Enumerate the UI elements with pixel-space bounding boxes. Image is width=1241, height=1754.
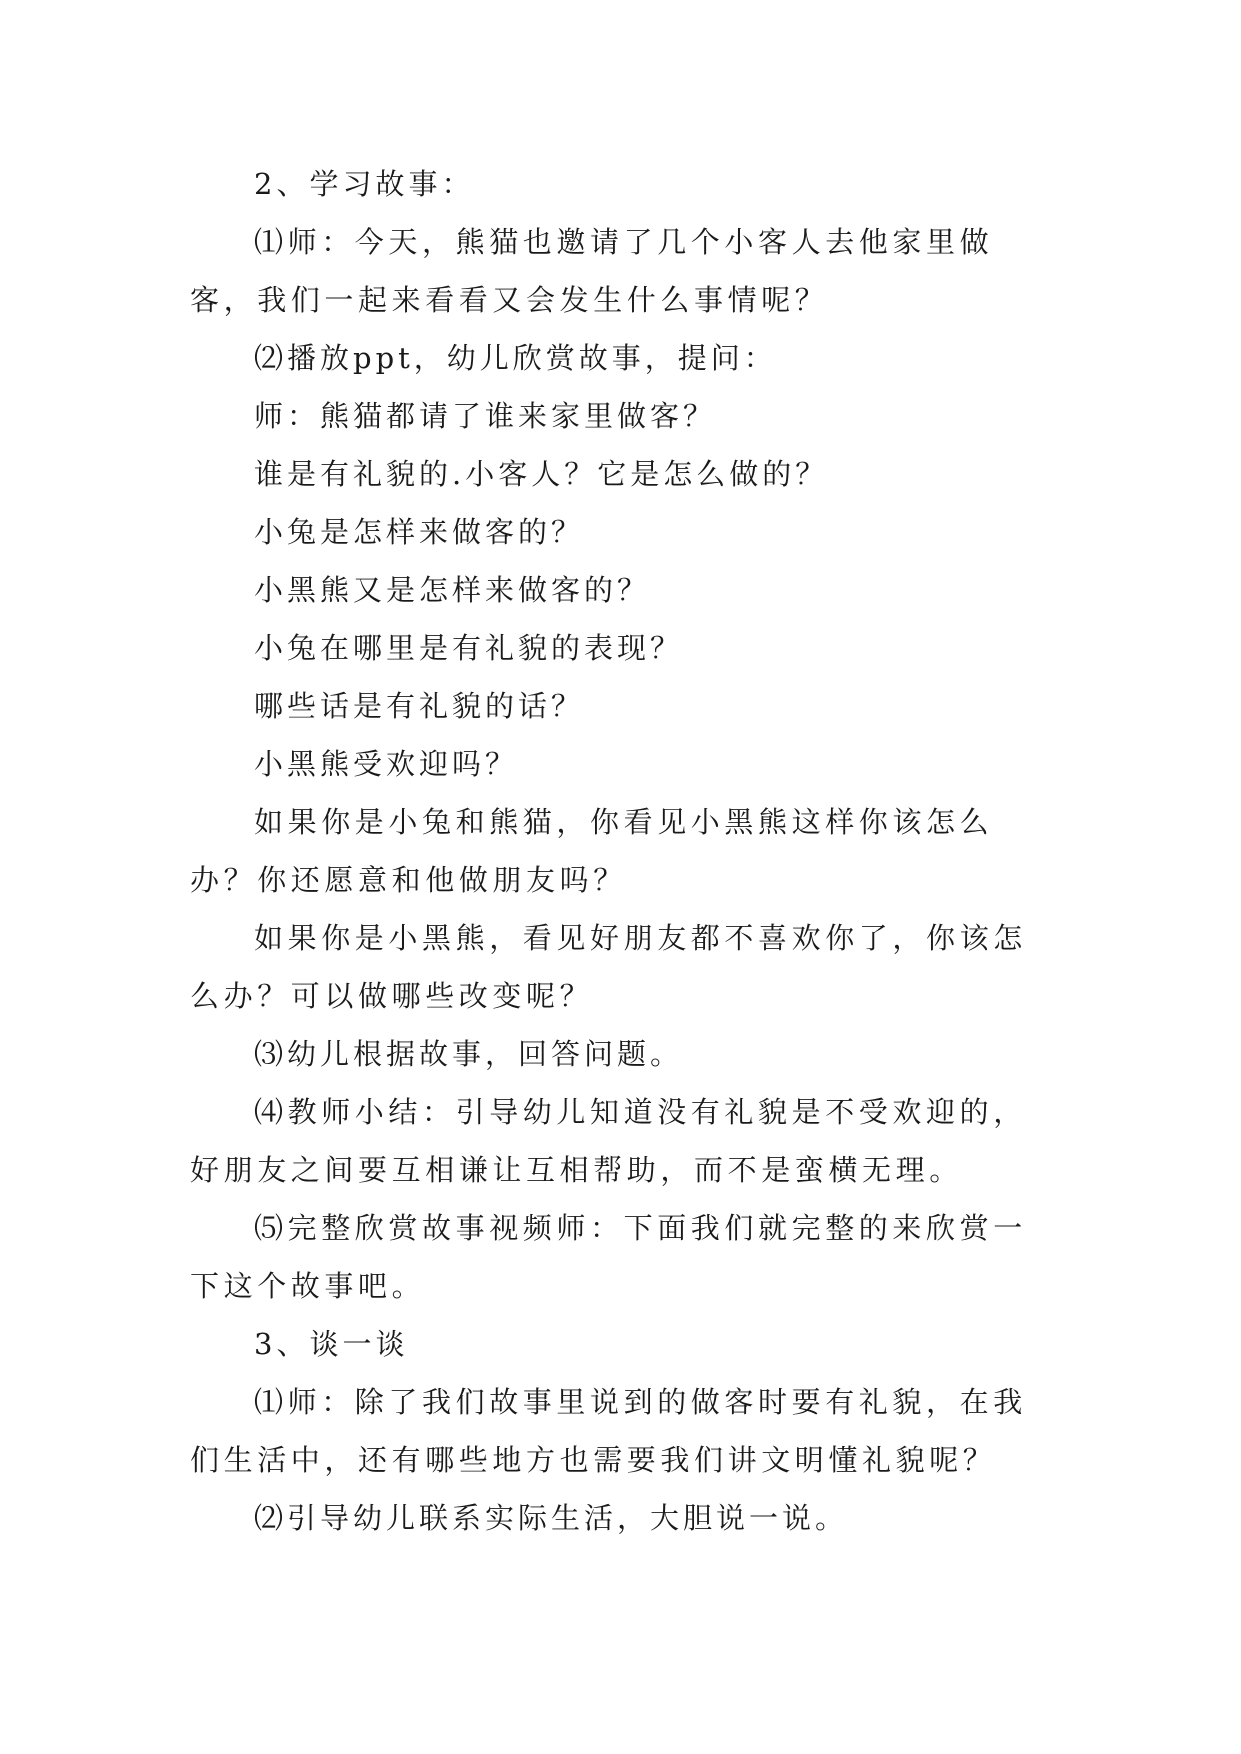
paragraph-section-3-heading: 3、谈一谈 [254, 1327, 409, 1361]
paragraph-item-4: ⑷教师小结：引导幼儿知道没有礼貌是不受欢迎的，好朋友之间要互相谦让互相帮助，而不是蛮横无理。 [190, 1095, 1027, 1187]
paragraph-item-2: ⑵播放ppt，幼儿欣赏故事，提问： [254, 341, 777, 375]
paragraph-question: 如果你是小黑熊，看见好朋友都不喜欢你了，你该怎么办？可以做哪些改变呢？ [190, 921, 1027, 1013]
paragraph-item-1: ⑴师：今天，熊猫也邀请了几个小客人去他家里做客，我们一起来看看又会发生什么事情呢？ [190, 225, 994, 317]
paragraph-question: 谁是有礼貌的.小客人？它是怎么做的？ [254, 457, 829, 491]
paragraph-section-2-heading: 2、学习故事： [254, 167, 475, 201]
paragraph-question: 师：熊猫都请了谁来家里做客？ [254, 399, 717, 433]
paragraph-item-1: ⑴师：除了我们故事里说到的做客时要有礼貌，在我们生活中，还有哪些地方也需要我们讲文明懂礼貌呢？ [190, 1385, 1027, 1477]
paragraph-question: 小黑熊受欢迎吗？ [254, 747, 519, 781]
paragraph-item-5: ⑸完整欣赏故事视频师：下面我们就完整的来欣赏一下这个故事吧。 [190, 1211, 1027, 1303]
document-body [190, 155, 1050, 1547]
paragraph-question: 小黑熊又是怎样来做客的？ [254, 573, 651, 607]
paragraph-question: 哪些话是有礼貌的话？ [254, 689, 585, 723]
paragraph-item-2: ⑵引导幼儿联系实际生活，大胆说一说。 [254, 1501, 849, 1535]
paragraph-question: 小兔是怎样来做客的？ [254, 515, 585, 549]
paragraph-question: 如果你是小兔和熊猫，你看见小黑熊这样你该怎么办？你还愿意和他做朋友吗？ [190, 805, 994, 897]
paragraph-item-3: ⑶幼儿根据故事，回答问题。 [254, 1037, 684, 1071]
paragraph-question: 小兔在哪里是有礼貌的表现？ [254, 631, 684, 665]
